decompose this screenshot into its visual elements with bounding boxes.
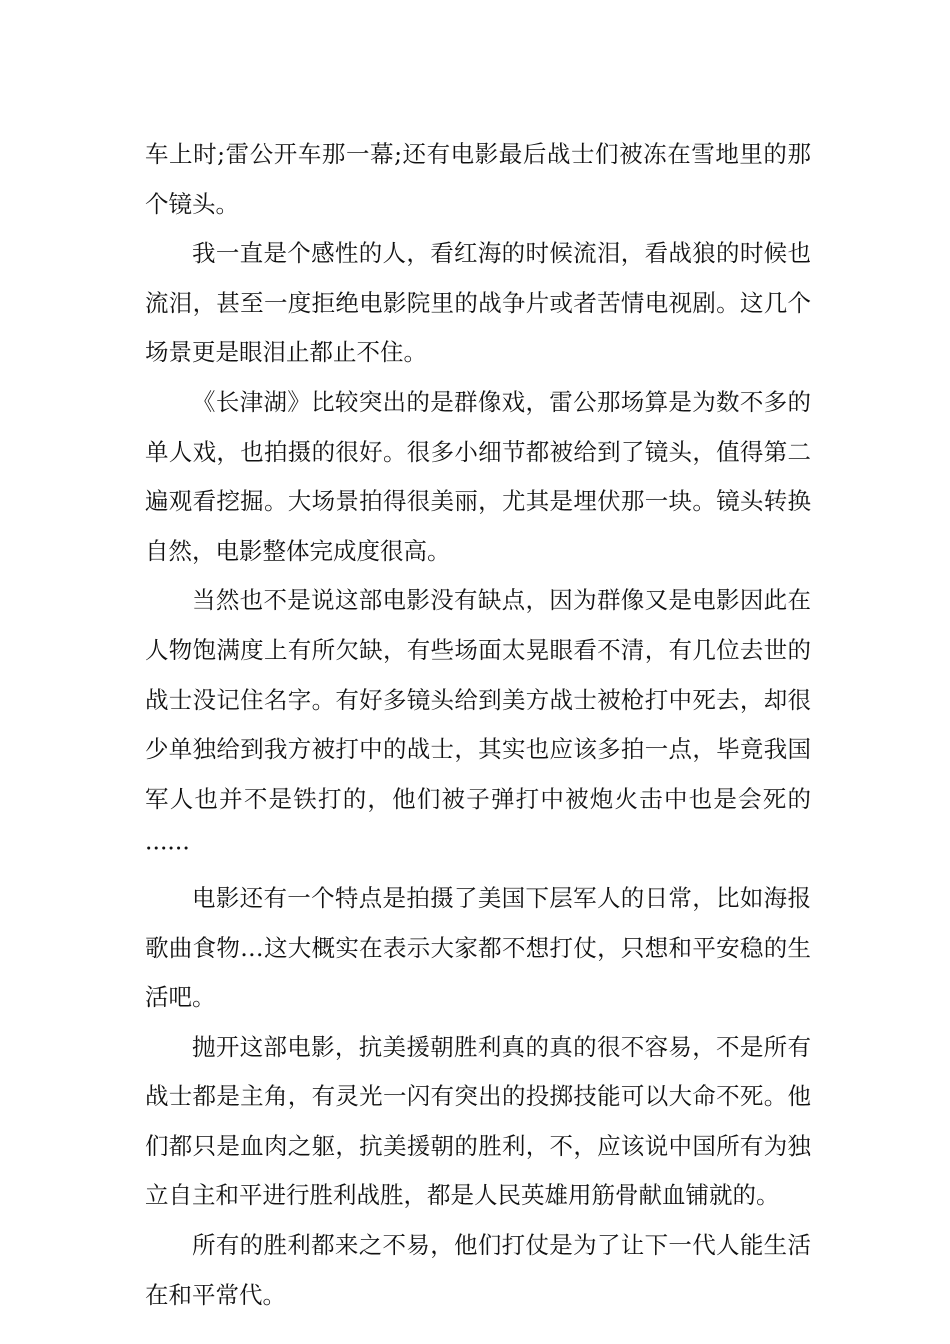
- paragraph: 《长津湖》比较突出的是群像戏，雷公那场算是为数不多的单人戏，也拍摄的很好。很多小细节都被给到了镜头，值得第二遍观看挖掘。大场景拍得很美丽，尤其是埋伏那一块。镜头转换自然，电影整体完成度很高。: [145, 387, 811, 565]
- paragraph-continuation: 车上时;雷公开车那一幕;还有电影最后战士们被冻在雪地里的那个镜头。: [145, 140, 811, 218]
- paragraph: 电影还有一个特点是拍摄了美国下层军人的日常，比如海报歌曲食物…这大概实在表示大家都不想打仗，只想和平安稳的生活吧。: [145, 883, 811, 1012]
- paragraph: 抛开这部电影，抗美援朝胜利真的真的很不容易，不是所有战士都是主角，有灵光一闪有突出的投掷技能可以大命不死。他们都只是血肉之躯，抗美援朝的胜利，不，应该说中国所有为独立自主和平进行胜利战胜，都是人民英雄用筋骨献血铺就的。: [145, 1032, 811, 1210]
- paragraph: 当然也不是说这部电影没有缺点，因为群像又是电影因此在人物饱满度上有所欠缺，有些场面太晃眼看不清，有几位去世的战士没记住名字。有好多镜头给到美方战士被枪打中死去，却很少单独给到我方被打中的战士，其实也应该多拍一点，毕竟我国军人也并不是铁打的，他们被子弹打中被炮火击中也是会死的······: [145, 586, 811, 863]
- article-body: [145, 130, 811, 1320]
- paragraph: 所有的胜利都来之不易，他们打仗是为了让下一代人能生活在和平常代。: [145, 1231, 811, 1309]
- paragraph: 我一直是个感性的人，看红海的时候流泪，看战狼的时候也流泪，甚至一度拒绝电影院里的战争片或者苦情电视剧。这几个场景更是眼泪止都止不住。: [145, 239, 811, 367]
